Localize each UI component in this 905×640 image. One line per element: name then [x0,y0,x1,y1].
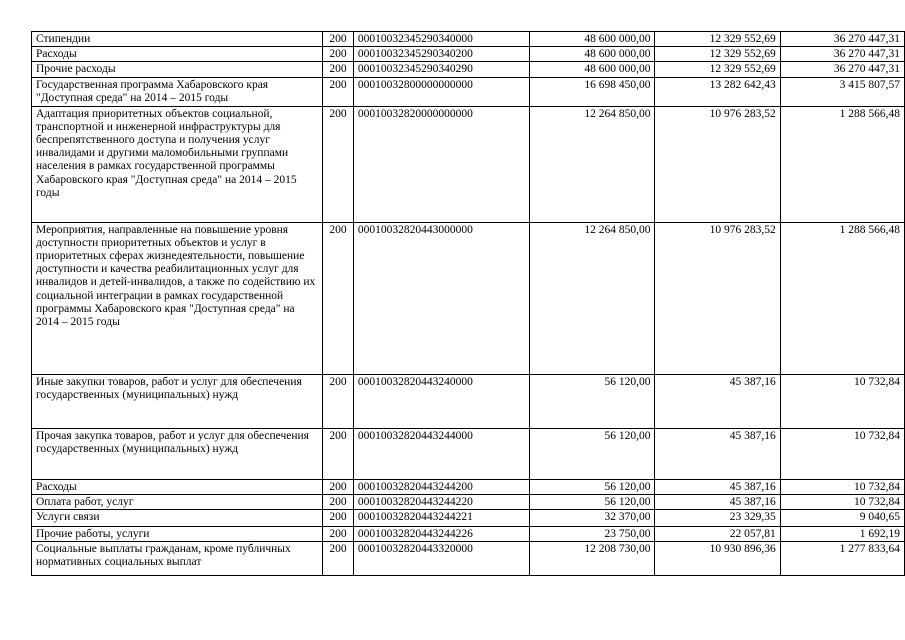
row-line-code: 200 [323,222,354,374]
row-executed: 45 387,16 [655,374,780,428]
row-budget-code: 00010032345290340200 [353,47,529,62]
row-name: Мероприятия, направленные на повышение уровня доступности приоритетных объектов и услуг в приоритетных сферах жизнедеятельности, повышение доступности и качества реабилитационных услуг для инвалидов и детей-инвалидов, а также по содействию их социальной интеграции в рамках государственной программы Хабаровского края "Доступная среда" на 2014 – 2015 годы [32,222,323,374]
row-executed: 10 976 283,52 [655,222,780,374]
row-budget-code: 00010032820443244000 [353,428,529,479]
row-unexecuted: 9 040,65 [780,510,904,527]
row-approved: 12 264 850,00 [530,222,655,374]
table-row [32,542,905,576]
row-executed: 45 387,16 [655,428,780,479]
row-approved: 32 370,00 [530,510,655,527]
row-approved: 48 600 000,00 [530,47,655,62]
row-approved: 56 120,00 [530,494,655,509]
row-unexecuted: 10 732,84 [780,479,904,494]
row-name: Государственная программа Хабаровского края "Доступная среда" на 2014 – 2015 годы [32,77,323,106]
budget-execution-table [31,31,905,576]
row-executed: 13 282 642,43 [655,77,780,106]
row-approved: 48 600 000,00 [530,62,655,77]
row-executed: 45 387,16 [655,479,780,494]
row-approved: 23 750,00 [530,527,655,542]
row-approved: 56 120,00 [530,428,655,479]
table-row [32,374,905,428]
row-line-code: 200 [323,32,354,47]
row-budget-code: 00010032820443244221 [353,510,529,527]
row-line-code: 200 [323,510,354,527]
row-line-code: 200 [323,374,354,428]
row-name: Адаптация приоритетных объектов социальной, транспортной и инженерной инфраструктуры для беспрепятственного доступа и получения услуг инвалидами и другими маломобильными группами населения в рамках государственной программы Хабаровского края "Доступная среда" на 2014 – 2015 годы [32,106,323,222]
row-name: Прочие расходы [32,62,323,77]
row-executed: 10 976 283,52 [655,106,780,222]
row-executed: 10 930 896,36 [655,542,780,576]
row-line-code: 200 [323,527,354,542]
row-line-code: 200 [323,542,354,576]
row-line-code: 200 [323,428,354,479]
row-budget-code: 00010032820443000000 [353,222,529,374]
row-name: Прочая закупка товаров, работ и услуг для обеспечения государственных (муниципальных) нужд [32,428,323,479]
row-unexecuted: 36 270 447,31 [780,62,904,77]
row-executed: 22 057,81 [655,527,780,542]
row-unexecuted: 1 288 566,48 [780,222,904,374]
row-budget-code: 00010032800000000000 [353,77,529,106]
row-name: Стипендии [32,32,323,47]
row-budget-code: 00010032820443244200 [353,479,529,494]
row-name: Социальные выплаты гражданам, кроме публичных нормативных социальных выплат [32,542,323,576]
table-row [32,510,905,527]
row-approved: 12 208 730,00 [530,542,655,576]
table-row [32,32,905,47]
row-unexecuted: 36 270 447,31 [780,32,904,47]
row-unexecuted: 10 732,84 [780,374,904,428]
row-approved: 48 600 000,00 [530,32,655,47]
row-unexecuted: 1 288 566,48 [780,106,904,222]
row-unexecuted: 10 732,84 [780,494,904,509]
row-name: Расходы [32,479,323,494]
row-unexecuted: 1 277 833,64 [780,542,904,576]
row-approved: 16 698 450,00 [530,77,655,106]
row-name: Услуги связи [32,510,323,527]
row-budget-code: 00010032820443320000 [353,542,529,576]
row-budget-code: 00010032820443244226 [353,527,529,542]
row-budget-code: 00010032820443244220 [353,494,529,509]
row-unexecuted: 1 692,19 [780,527,904,542]
row-budget-code: 00010032345290340290 [353,62,529,77]
row-unexecuted: 36 270 447,31 [780,47,904,62]
table-row [32,527,905,542]
row-unexecuted: 3 415 807,57 [780,77,904,106]
row-name: Иные закупки товаров, работ и услуг для обеспечения государственных (муниципальных) нужд [32,374,323,428]
row-line-code: 200 [323,106,354,222]
row-name: Расходы [32,47,323,62]
row-name: Оплата работ, услуг [32,494,323,509]
row-executed: 45 387,16 [655,494,780,509]
row-line-code: 200 [323,479,354,494]
row-budget-code: 00010032820000000000 [353,106,529,222]
row-approved: 56 120,00 [530,374,655,428]
row-line-code: 200 [323,47,354,62]
row-executed: 12 329 552,69 [655,32,780,47]
row-budget-code: 00010032345290340000 [353,32,529,47]
table-row [32,479,905,494]
row-line-code: 200 [323,77,354,106]
row-line-code: 200 [323,62,354,77]
row-executed: 23 329,35 [655,510,780,527]
table-row [32,62,905,77]
table-row [32,47,905,62]
row-executed: 12 329 552,69 [655,47,780,62]
table-row [32,222,905,374]
row-approved: 56 120,00 [530,479,655,494]
table-row [32,494,905,509]
row-budget-code: 00010032820443240000 [353,374,529,428]
row-approved: 12 264 850,00 [530,106,655,222]
table-row [32,77,905,106]
row-line-code: 200 [323,494,354,509]
row-unexecuted: 10 732,84 [780,428,904,479]
row-executed: 12 329 552,69 [655,62,780,77]
table-row [32,428,905,479]
table-row [32,106,905,222]
row-name: Прочие работы, услуги [32,527,323,542]
